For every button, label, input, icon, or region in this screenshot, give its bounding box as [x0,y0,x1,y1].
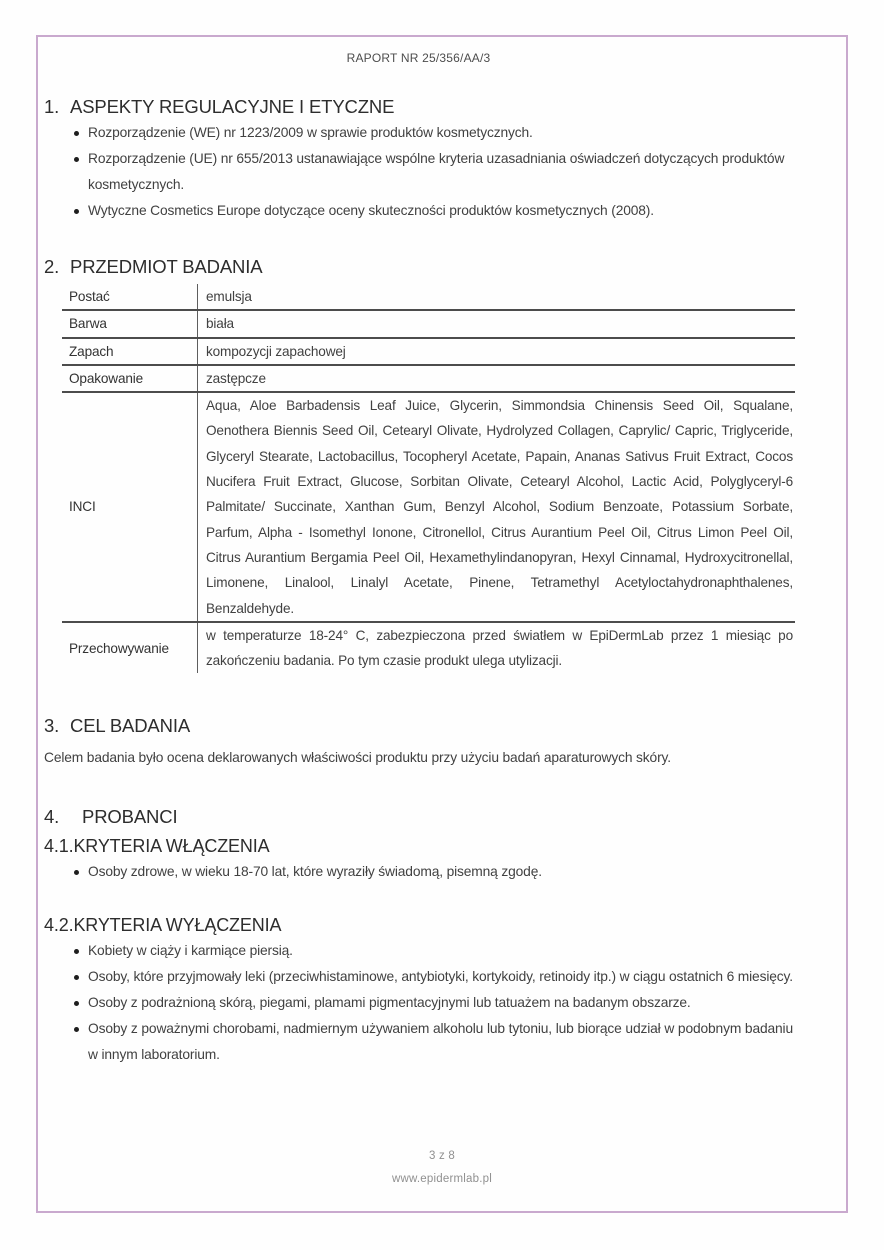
bullet-text: Kobiety w ciąży i karmiące piersią. [88,943,293,959]
bullet-text: Osoby, które przyjmowały leki (przeciwhistaminowe, antybiotyki, kortykoidy, retinoidy itp.) w ciągu ostatnich 6 miesięcy. [88,969,793,985]
subsection-number: 4.2. [44,915,74,936]
bullet-icon [74,1001,79,1006]
bullet-icon [74,131,79,136]
table-row [62,365,795,392]
table-value: zastępcze [198,365,796,392]
table-label: Zapach [62,338,198,365]
bullet-text: Rozporządzenie (WE) nr 1223/2009 w sprawie produktów kosmetycznych. [88,125,533,140]
subsection-heading-exclusion [44,912,793,938]
inclusion-bullet-list [44,859,793,885]
bullet-text: Osoby zdrowe, w wieku 18-70 lat, które wyraziły świadomą, pisemną zgodę. [88,864,542,880]
table-value: w temperaturze 18-24° C, zabezpieczona przed światłem w EpiDermLab przez 1 miesiąc po zakończeniu badania. Po tym czasie produkt ulega utylizacji. [198,622,796,674]
subsection-title: KRYTERIA WŁĄCZENIA [73,836,270,857]
section-title: ASPEKTY REGULACYJNE I ETYCZNE [70,96,395,117]
table-label: Opakowanie [62,365,198,392]
table-row [62,392,795,622]
list-item [44,120,793,146]
subsection-heading-inclusion [44,833,793,859]
table-label: INCI [62,392,198,622]
report-number-header: RAPORT NR 25/356/AA/3 [346,51,491,65]
bullet-text: Wytyczne Cosmetics Europe dotyczące oceny skuteczności produktów kosmetycznych (2008). [88,203,654,218]
bullet-icon [74,157,79,162]
bullet-text: Osoby z podrażnioną skórą, piegami, plamami pigmentacyjnymi lub tatuażem na badanym obszarze. [88,995,691,1011]
table-value: biała [198,310,796,337]
table-row [62,310,795,337]
bullet-icon [74,949,79,954]
table-value: kompozycji zapachowej [198,338,796,365]
section-title: CEL BADANIA [70,715,191,737]
table-row [62,338,795,365]
subsection-title: KRYTERIA WYŁĄCZENIA [73,915,282,936]
bullet-icon [74,209,79,214]
section-heading-probands [44,804,793,830]
list-item [44,964,793,990]
list-item [44,198,793,224]
section-number: 2. [44,256,60,277]
page-number: 3 z 8 [429,1150,455,1162]
bullet-icon [74,975,79,980]
website-url: www.epidermlab.pl [392,1173,492,1185]
section-number: 3. [44,715,60,737]
section-heading-goal [44,713,793,739]
list-item [44,146,793,198]
page-footer [38,1145,846,1191]
table-row [62,622,795,674]
bullet-text: Rozporządzenie (UE) nr 655/2013 ustanawiające wspólne kryteria uzasadniania oświadczeń dotyczących produktów kosmetycznych. [88,151,785,192]
table-value: Aqua, Aloe Barbadensis Leaf Juice, Glycerin, Simmondsia Chinensis Seed Oil, Squalane, Oenothera Biennis Seed Oil, Cetearyl Olivate, Hydrolyzed Collagen, Caprylic/ Capric, Triglyceride, Glyceryl Stearate, Lactobacillus, Tocopheryl Acetate, Papain, Ananas Sativus Fruit Extract, Cocos Nucifera Fruit Extract, Glucose, Sorbitan Olivate, Cetearyl Alcohol, Lactic Acid, Polyglyceryl-6 Palmitate/ Succinate, Xanthan Gum, Benzyl Alcohol, Sodium Benzoate, Potassium Sorbate, Parfum, Alpha - Isomethyl Ionone, Citronellol, Citrus Aurantium Peel Oil, Citrus Limon Peel Oil, Citrus Aurantium Bergamia Peel Oil, Hexamethylindanopyran, Hexyl Cinnamal, Hydroxycitronellal, Limonene, Linalool, Linalyl Acetate, Pinene, Tetramethyl Acetyloctahydronaphthalenes, Benzaldehyde. [198,392,796,622]
list-item [44,938,793,964]
table-label: Postać [62,284,198,310]
section-title: PRZEDMIOT BADANIA [70,256,263,277]
table-row [62,284,795,310]
list-item [44,1016,793,1068]
section-title: PROBANCI [82,806,178,828]
page-content [44,37,793,1068]
page-border-frame [36,35,848,1213]
table-label: Barwa [62,310,198,337]
bullet-text: Osoby z poważnymi chorobami, nadmiernym używaniem alkoholu lub tytoniu, lub biorące udział w podobnym badaniu w innym laboratorium. [88,1021,793,1063]
list-item [44,859,793,885]
regulatory-bullet-list [44,120,793,224]
subject-table [62,284,795,673]
table-label: Przechowywanie [69,640,169,656]
section-number: 4. [44,806,60,828]
section-number: 1. [44,96,60,117]
goal-paragraph: Celem badania było ocena deklarowanych właściwości produktu przy użyciu badań aparaturowych skóry. [44,750,671,766]
section-heading-regulatory [44,94,793,120]
subsection-number: 4.1. [44,836,74,857]
section-heading-subject [44,254,793,280]
exclusion-bullet-list [44,938,793,1068]
bullet-icon [74,1027,79,1032]
bullet-icon [74,870,79,875]
list-item [44,990,793,1016]
table-value: emulsja [198,284,796,310]
